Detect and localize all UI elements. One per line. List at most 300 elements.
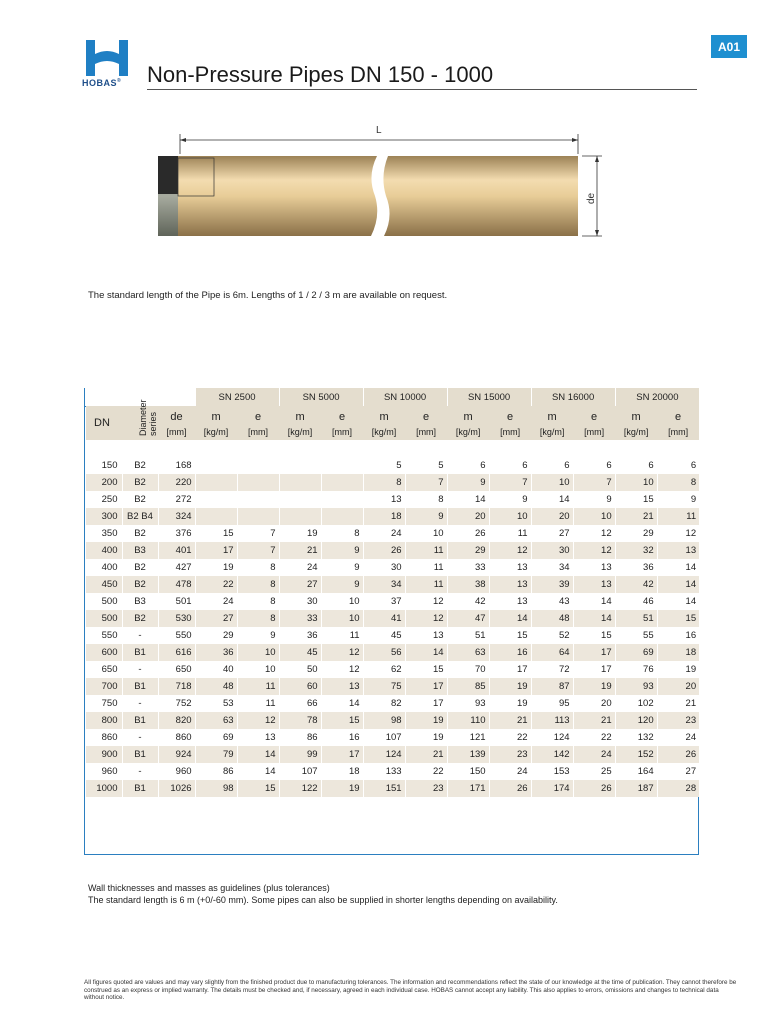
table-cell: 27 <box>531 525 573 542</box>
table-cell: 11 <box>405 559 447 576</box>
table-cell: 22 <box>405 763 447 780</box>
table-cell: 7 <box>489 474 531 491</box>
table-cell: 24 <box>489 763 531 780</box>
table-cell <box>279 491 321 508</box>
table-cell: 15 <box>573 627 615 644</box>
table-cell: 272 <box>158 491 195 508</box>
table-cell: 20 <box>531 508 573 525</box>
table-cell: 427 <box>158 559 195 576</box>
table-cell: 107 <box>279 763 321 780</box>
table-cell: 24 <box>657 729 699 746</box>
mass-header: m <box>531 406 573 423</box>
table-cell: 400 <box>86 559 122 576</box>
table-cell: 350 <box>86 525 122 542</box>
table-cell: 10 <box>321 610 363 627</box>
table-cell <box>195 474 237 491</box>
table-cell: 27 <box>657 763 699 780</box>
table-cell: 32 <box>615 542 657 559</box>
table-cell: 36 <box>279 627 321 644</box>
table-cell: 11 <box>321 627 363 644</box>
table-cell: B2 <box>122 491 158 508</box>
table-cell: 75 <box>363 678 405 695</box>
table-cell <box>321 474 363 491</box>
table-row <box>86 593 699 610</box>
mass-unit: [kg/m] <box>447 423 489 440</box>
table-cell: 72 <box>531 661 573 678</box>
table-row <box>86 542 699 559</box>
mass-unit: [kg/m] <box>363 423 405 440</box>
table-cell: 13 <box>573 559 615 576</box>
table-cell: B1 <box>122 780 158 797</box>
table-cell: 500 <box>86 593 122 610</box>
table-cell: 43 <box>531 593 573 610</box>
table-cell: 133 <box>363 763 405 780</box>
table-cell: 29 <box>615 525 657 542</box>
table-cell <box>237 457 279 474</box>
table-cell: 15 <box>657 610 699 627</box>
table-cell: 124 <box>363 746 405 763</box>
sn-header-row <box>86 388 699 406</box>
table-cell: 24 <box>279 559 321 576</box>
table-cell: - <box>122 729 158 746</box>
table-cell: 22 <box>489 729 531 746</box>
table-cell: 14 <box>321 695 363 712</box>
table-row <box>86 678 699 695</box>
table-cell: 26 <box>573 780 615 797</box>
table-cell: 8 <box>321 525 363 542</box>
table-cell: 69 <box>615 644 657 661</box>
table-cell: B2 B4 <box>122 508 158 525</box>
table-cell: 6 <box>489 457 531 474</box>
table-cell: 17 <box>405 678 447 695</box>
table-cell: 23 <box>657 712 699 729</box>
table-cell: 650 <box>158 661 195 678</box>
table-cell: 5 <box>363 457 405 474</box>
table-cell: 168 <box>158 457 195 474</box>
table-cell: 40 <box>195 661 237 678</box>
table-cell: 110 <box>447 712 489 729</box>
table-cell: 60 <box>279 678 321 695</box>
table-cell: 30 <box>279 593 321 610</box>
table-cell: 10 <box>531 474 573 491</box>
table-cell: 7 <box>237 542 279 559</box>
page-badge: A01 <box>711 35 747 58</box>
wall-unit: [mm] <box>237 423 279 440</box>
table-cell: 550 <box>86 627 122 644</box>
table-cell <box>195 457 237 474</box>
table-cell: 800 <box>86 712 122 729</box>
table-cell: 10 <box>573 508 615 525</box>
table-cell: 924 <box>158 746 195 763</box>
table-cell: 752 <box>158 695 195 712</box>
table-cell: 14 <box>237 746 279 763</box>
wall-unit: [mm] <box>573 423 615 440</box>
table-cell: 300 <box>86 508 122 525</box>
table-row <box>86 457 699 474</box>
table-cell: 85 <box>447 678 489 695</box>
table-cell: 15 <box>489 627 531 644</box>
table-cell: B2 <box>122 610 158 627</box>
mass-unit: [kg/m] <box>195 423 237 440</box>
note-line: Wall thicknesses and masses as guidelines (plus tolerances) <box>88 883 330 893</box>
table-row <box>86 780 699 797</box>
title-divider <box>147 89 697 90</box>
wall-header: e <box>237 406 279 423</box>
table-cell: 18 <box>321 763 363 780</box>
table-cell: 21 <box>489 712 531 729</box>
table-cell: 64 <box>531 644 573 661</box>
table-cell: 650 <box>86 661 122 678</box>
table-cell: 36 <box>195 644 237 661</box>
table-cell: 12 <box>237 712 279 729</box>
table-cell: 142 <box>531 746 573 763</box>
table-cell: 1026 <box>158 780 195 797</box>
table-cell: 41 <box>363 610 405 627</box>
table-cell: 139 <box>447 746 489 763</box>
wall-header: e <box>321 406 363 423</box>
table-cell: 14 <box>237 763 279 780</box>
table-cell: 616 <box>158 644 195 661</box>
table-cell: 17 <box>321 746 363 763</box>
table-cell: 150 <box>447 763 489 780</box>
table-cell: 70 <box>447 661 489 678</box>
wall-header: e <box>657 406 699 423</box>
table-cell: 6 <box>447 457 489 474</box>
table-cell: 9 <box>321 542 363 559</box>
table-cell: 500 <box>86 610 122 627</box>
table-cell: 10 <box>489 508 531 525</box>
table-cell: 16 <box>657 627 699 644</box>
table-cell: 820 <box>158 712 195 729</box>
table-cell: 6 <box>531 457 573 474</box>
table-cell: 478 <box>158 576 195 593</box>
table-cell: 113 <box>531 712 573 729</box>
table-cell: 37 <box>363 593 405 610</box>
table-cell <box>321 508 363 525</box>
table-cell: 98 <box>363 712 405 729</box>
table-cell <box>195 491 237 508</box>
table-cell: 8 <box>237 576 279 593</box>
de-header: de <box>158 406 195 423</box>
table-cell: 152 <box>615 746 657 763</box>
table-cell: - <box>122 661 158 678</box>
wall-header: e <box>573 406 615 423</box>
table-cell: 220 <box>158 474 195 491</box>
table-cell: 34 <box>363 576 405 593</box>
table-cell: 53 <box>195 695 237 712</box>
table-cell: 13 <box>489 576 531 593</box>
table-cell: 450 <box>86 576 122 593</box>
table-row <box>86 644 699 661</box>
table-cell: 8 <box>657 474 699 491</box>
table-cell: 12 <box>489 542 531 559</box>
table-cell: B1 <box>122 746 158 763</box>
dn-header: DN <box>86 406 122 440</box>
table-cell: 66 <box>279 695 321 712</box>
table-cell: 13 <box>237 729 279 746</box>
table-cell: 122 <box>279 780 321 797</box>
table-cell: 960 <box>86 763 122 780</box>
table-cell: 26 <box>657 746 699 763</box>
table-cell: 18 <box>657 644 699 661</box>
table-cell: 93 <box>615 678 657 695</box>
table-cell: 171 <box>447 780 489 797</box>
table-cell: 9 <box>321 576 363 593</box>
wall-unit: [mm] <box>657 423 699 440</box>
table-cell: 530 <box>158 610 195 627</box>
diameter-series-header: Diameter series <box>122 406 158 440</box>
table-cell: 21 <box>573 712 615 729</box>
table-cell: 14 <box>657 593 699 610</box>
table-row <box>86 576 699 593</box>
wall-unit: [mm] <box>405 423 447 440</box>
table-cell: 401 <box>158 542 195 559</box>
pipe-spec-table <box>86 388 699 797</box>
table-cell: 8 <box>237 559 279 576</box>
diameter-label: de <box>586 192 597 204</box>
table-cell: B2 <box>122 457 158 474</box>
table-cell: 19 <box>573 678 615 695</box>
table-cell: 8 <box>237 593 279 610</box>
table-cell: 10 <box>237 661 279 678</box>
table-cell: 69 <box>195 729 237 746</box>
table-cell: 22 <box>573 729 615 746</box>
table-row <box>86 491 699 508</box>
table-cell: 13 <box>573 576 615 593</box>
table-cell: 26 <box>489 780 531 797</box>
table-cell: 11 <box>237 678 279 695</box>
table-cell: 17 <box>573 644 615 661</box>
table-cell <box>321 491 363 508</box>
table-cell <box>279 457 321 474</box>
table-cell: 13 <box>657 542 699 559</box>
table-row <box>86 729 699 746</box>
table-cell: 63 <box>195 712 237 729</box>
table-cell: 14 <box>405 644 447 661</box>
table-cell: 28 <box>657 780 699 797</box>
table-cell: 62 <box>363 661 405 678</box>
table-cell: 11 <box>657 508 699 525</box>
table-cell: 6 <box>573 457 615 474</box>
table-cell: 26 <box>363 542 405 559</box>
table-cell: 700 <box>86 678 122 695</box>
table-cell: 48 <box>195 678 237 695</box>
table-cell: 6 <box>657 457 699 474</box>
table-cell: 107 <box>363 729 405 746</box>
table-cell: 51 <box>447 627 489 644</box>
table-cell: 63 <box>447 644 489 661</box>
unit-row <box>86 423 699 440</box>
mass-header: m <box>615 406 657 423</box>
table-cell: 36 <box>615 559 657 576</box>
table-cell: 12 <box>657 525 699 542</box>
table-cell: B2 <box>122 576 158 593</box>
table-cell: B2 <box>122 559 158 576</box>
table-cell: 860 <box>86 729 122 746</box>
mass-unit: [kg/m] <box>279 423 321 440</box>
table-cell: 13 <box>489 559 531 576</box>
table-cell: B2 <box>122 474 158 491</box>
table-cell: 14 <box>657 576 699 593</box>
table-row <box>86 746 699 763</box>
table-cell <box>237 474 279 491</box>
table-cell: 8 <box>363 474 405 491</box>
sn-class-header: SN 10000 <box>363 388 447 406</box>
sn-class-header: SN 20000 <box>615 388 699 406</box>
table-cell: 9 <box>405 508 447 525</box>
table-cell: 23 <box>489 746 531 763</box>
table-cell: 79 <box>195 746 237 763</box>
table-cell: 24 <box>573 746 615 763</box>
logo-text: HOBAS® <box>82 78 122 88</box>
table-cell: 12 <box>321 661 363 678</box>
table-cell: 19 <box>405 729 447 746</box>
table-cell: 30 <box>363 559 405 576</box>
table-cell: 121 <box>447 729 489 746</box>
table-cell: 86 <box>279 729 321 746</box>
sn-class-header: SN 5000 <box>279 388 363 406</box>
table-cell: 19 <box>195 559 237 576</box>
table-cell: 501 <box>158 593 195 610</box>
table-cell: B1 <box>122 678 158 695</box>
table-cell: 29 <box>195 627 237 644</box>
table-cell: 51 <box>615 610 657 627</box>
sn-class-header: SN 15000 <box>447 388 531 406</box>
table-cell: 16 <box>489 644 531 661</box>
table-cell: 11 <box>405 542 447 559</box>
table-cell: 376 <box>158 525 195 542</box>
table-cell: 9 <box>489 491 531 508</box>
table-cell: 15 <box>321 712 363 729</box>
table-cell: 23 <box>405 780 447 797</box>
notes <box>88 882 558 906</box>
table-cell: 45 <box>279 644 321 661</box>
sn-class-header: SN 16000 <box>531 388 615 406</box>
table-cell: 52 <box>531 627 573 644</box>
pipe-diagram <box>150 118 620 248</box>
table-cell: 14 <box>573 610 615 627</box>
table-cell: 12 <box>573 542 615 559</box>
table-cell: 860 <box>158 729 195 746</box>
table-cell: 13 <box>405 627 447 644</box>
table-cell: 718 <box>158 678 195 695</box>
table-cell: 29 <box>447 542 489 559</box>
table-row <box>86 474 699 491</box>
table-cell: 7 <box>237 525 279 542</box>
table-cell: 78 <box>279 712 321 729</box>
table-cell: 12 <box>321 644 363 661</box>
table-cell: 26 <box>447 525 489 542</box>
table-cell: 14 <box>447 491 489 508</box>
table-cell: 164 <box>615 763 657 780</box>
table-cell: 174 <box>531 780 573 797</box>
table-row <box>86 695 699 712</box>
table-cell <box>237 508 279 525</box>
table-cell: 9 <box>657 491 699 508</box>
table-cell: 14 <box>531 491 573 508</box>
table-cell: 50 <box>279 661 321 678</box>
table-cell: 22 <box>195 576 237 593</box>
table-cell: 24 <box>363 525 405 542</box>
table-cell: B3 <box>122 593 158 610</box>
table-cell: 25 <box>573 763 615 780</box>
table-cell: 42 <box>615 576 657 593</box>
table-cell: 1000 <box>86 780 122 797</box>
table-row <box>86 763 699 780</box>
table-cell: 15 <box>237 780 279 797</box>
table-cell: 13 <box>489 593 531 610</box>
table-cell: 20 <box>657 678 699 695</box>
table-cell: 87 <box>531 678 573 695</box>
table-cell: 400 <box>86 542 122 559</box>
table-cell: 34 <box>531 559 573 576</box>
table-cell: 9 <box>321 559 363 576</box>
table-cell: 20 <box>573 695 615 712</box>
table-cell: - <box>122 627 158 644</box>
disclaimer: All figures quoted are values and may vary slightly from the finished product due to manufacturing tolerances. The information and recommendations reflect the state of our knowledge at the time of publication. They cannot therefore be construed as an express or implied warranty. The details must be checked and, if necessary, agreed in each individual case. HOBAS cannot accept any liability. This also applies to errors, omissions and changes to technical data without notice. <box>84 979 737 1001</box>
table-cell: 45 <box>363 627 405 644</box>
table-cell: 132 <box>615 729 657 746</box>
table-cell: 30 <box>531 542 573 559</box>
table-cell: B1 <box>122 712 158 729</box>
table-cell: 19 <box>657 661 699 678</box>
table-cell: 9 <box>237 627 279 644</box>
table-cell: 86 <box>195 763 237 780</box>
mass-header: m <box>279 406 321 423</box>
table-cell: 46 <box>615 593 657 610</box>
column-label-row <box>86 406 699 423</box>
table-cell: 19 <box>489 695 531 712</box>
table-cell: 19 <box>279 525 321 542</box>
mass-unit: [kg/m] <box>531 423 573 440</box>
table-cell: 102 <box>615 695 657 712</box>
table-cell: 18 <box>363 508 405 525</box>
table-cell: 10 <box>237 644 279 661</box>
table-cell: - <box>122 695 158 712</box>
table-cell: 15 <box>195 525 237 542</box>
table-cell: 960 <box>158 763 195 780</box>
table-cell: 9 <box>447 474 489 491</box>
table-cell: 324 <box>158 508 195 525</box>
table-cell: 21 <box>657 695 699 712</box>
table-cell: 153 <box>531 763 573 780</box>
table-cell: 21 <box>405 746 447 763</box>
table-row <box>86 712 699 729</box>
table-cell: 17 <box>405 695 447 712</box>
table-row <box>86 627 699 644</box>
wall-header: e <box>489 406 531 423</box>
table-cell: 9 <box>573 491 615 508</box>
intro-text: The standard length of the Pipe is 6m. Lengths of 1 / 2 / 3 m are available on request. <box>88 290 448 301</box>
table-cell: 187 <box>615 780 657 797</box>
table-cell: 33 <box>279 610 321 627</box>
table-cell: 16 <box>321 729 363 746</box>
table-cell: 99 <box>279 746 321 763</box>
table-cell: 17 <box>573 661 615 678</box>
mass-unit: [kg/m] <box>615 423 657 440</box>
table-cell: 19 <box>321 780 363 797</box>
table-cell: 93 <box>447 695 489 712</box>
table-cell: 17 <box>195 542 237 559</box>
table-cell: 19 <box>489 678 531 695</box>
table-cell: 95 <box>531 695 573 712</box>
table-row <box>86 559 699 576</box>
table-row <box>86 508 699 525</box>
table-cell: 14 <box>489 610 531 627</box>
table-cell: 550 <box>158 627 195 644</box>
mass-header: m <box>195 406 237 423</box>
table-cell: 11 <box>237 695 279 712</box>
